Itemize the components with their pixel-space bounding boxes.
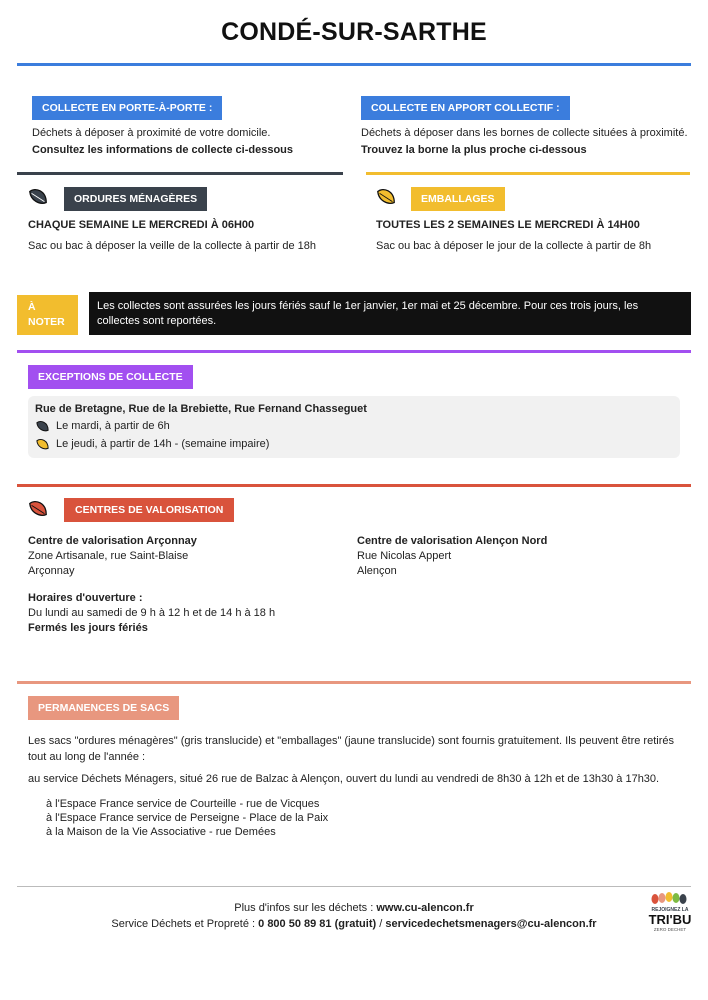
collecte-porte-tag: COLLECTE EN PORTE-À-PORTE : [32, 96, 222, 120]
centre-right-address1: Rue Nicolas Appert [357, 550, 452, 562]
collecte-apport-tag: COLLECTE EN APPORT COLLECTIF : [361, 96, 570, 120]
permanences-rule [17, 681, 691, 684]
centre-right-address2: Alençon [357, 565, 397, 577]
footer-line2-prefix: Service Déchets et Propreté : [111, 918, 259, 930]
exception-item [35, 418, 170, 435]
emballages-info: Sac ou bac à déposer le jour de la collecte à partir de 8h [376, 240, 652, 252]
centres-closed: Fermés les jours fériés [28, 622, 148, 634]
title-rule [17, 63, 691, 66]
footer-separator: / [376, 918, 386, 930]
leaves-icon [648, 892, 692, 904]
logo-top: REJOIGNEZ LA [651, 907, 689, 913]
notice-label [17, 295, 78, 335]
centres-tag: CENTRES DE VALORISATION [64, 498, 234, 522]
notice-label-line2: NOTER [28, 316, 65, 328]
centres-rule [17, 484, 691, 487]
centres-hours-title: Horaires d'ouverture : [28, 592, 143, 604]
emballages-tag: EMBALLAGES [411, 187, 505, 211]
collecte-porte-desc: Déchets à déposer à proximité de votre domicile. [32, 127, 271, 139]
place-item: à l'Espace France service de Courteille - rue de Vicques [46, 798, 320, 810]
place-item: à la Maison de la Vie Associative - rue Demées [46, 826, 276, 838]
centre-left-address1: Zone Artisanale, rue Saint-Blaise [28, 550, 189, 562]
exceptions-streets: Rue de Bretagne, Rue de la Brebiette, Rue Fernand Chasseguet [35, 403, 367, 415]
logo-main: TRI'BU [648, 912, 692, 927]
leaf-gray-icon [35, 419, 50, 434]
footer-website-link[interactable]: www.cu-alencon.fr [376, 902, 474, 914]
centre-left-address2: Arçonnay [28, 565, 75, 577]
page-title: CONDÉ-SUR-SARTHE [221, 18, 487, 46]
permanences-places [46, 797, 328, 839]
leaf-yellow-icon [375, 186, 397, 208]
permanences-service: au service Déchets Ménagers, situé 26 rue de Balzac à Alençon, ouvert du lundi au vendredi de 8h30 à 12h et de 13h30 à 17h30. [28, 773, 660, 785]
permanences-tag: PERMANENCES DE SACS [28, 696, 179, 720]
collecte-porte-note: Consultez les informations de collecte ci-dessous [32, 144, 294, 156]
centre-right-name: Centre de valorisation Alençon Nord [357, 535, 548, 547]
footer-line1-prefix: Plus d'infos sur les déchets : [234, 902, 377, 914]
emballages-schedule: TOUTES LES 2 SEMAINES LE MERCREDI À 14H00 [376, 219, 640, 231]
collecte-apport-desc: Déchets à déposer dans les bornes de collecte situées à proximité. [361, 127, 688, 139]
exceptions-rule [17, 350, 691, 353]
leaf-gray-icon [27, 186, 49, 208]
ordures-rule [17, 172, 343, 175]
exceptions-tag: EXCEPTIONS DE COLLECTE [28, 365, 193, 389]
footer-line1 [0, 900, 708, 917]
exception-item-text: Le mardi, à partir de 6h [56, 420, 170, 432]
leaf-red-icon [27, 498, 49, 520]
tribu-logo [648, 892, 692, 942]
collecte-apport-note: Trouvez la borne la plus proche ci-dessous [361, 144, 587, 156]
emballages-rule [366, 172, 690, 175]
ordures-info: Sac ou bac à déposer la veille de la collecte à partir de 18h [28, 240, 317, 252]
footer-phone[interactable]: 0 800 50 89 81 (gratuit) [258, 918, 377, 930]
notice-text: Les collectes sont assurées les jours fériés sauf le 1er janvier, 1er mai et 25 décembre. Pour ces trois jours, les collectes sont reportées. [89, 292, 691, 335]
notice-label-line1: À [28, 301, 36, 313]
ordures-schedule: CHAQUE SEMAINE LE MERCREDI À 06H00 [28, 219, 255, 231]
footer-rule [17, 886, 691, 887]
place-item: à l'Espace France service de Perseigne - Place de la Paix [46, 812, 329, 824]
footer-email-link[interactable]: servicedechetsmenagers@cu-alencon.fr [385, 918, 597, 930]
centre-left-name: Centre de valorisation Arçonnay [28, 535, 197, 547]
centres-hours: Du lundi au samedi de 9 h à 12 h et de 14 h à 18 h [28, 607, 276, 619]
exception-item-text: Le jeudi, à partir de 14h - (semaine impaire) [56, 438, 270, 450]
ordures-tag: ORDURES MÉNAGÈRES [64, 187, 207, 211]
leaf-yellow-icon [35, 437, 50, 452]
permanences-intro: Les sacs "ordures ménagères" (gris translucide) et "emballages" (jaune translucide) sont fournis gratuitement. Ils peuvent être retirés tout au long de l'année : [28, 735, 674, 763]
footer-line2 [0, 916, 708, 933]
logo-sub: ZERO DECHET [653, 927, 687, 932]
exception-item [35, 436, 269, 453]
